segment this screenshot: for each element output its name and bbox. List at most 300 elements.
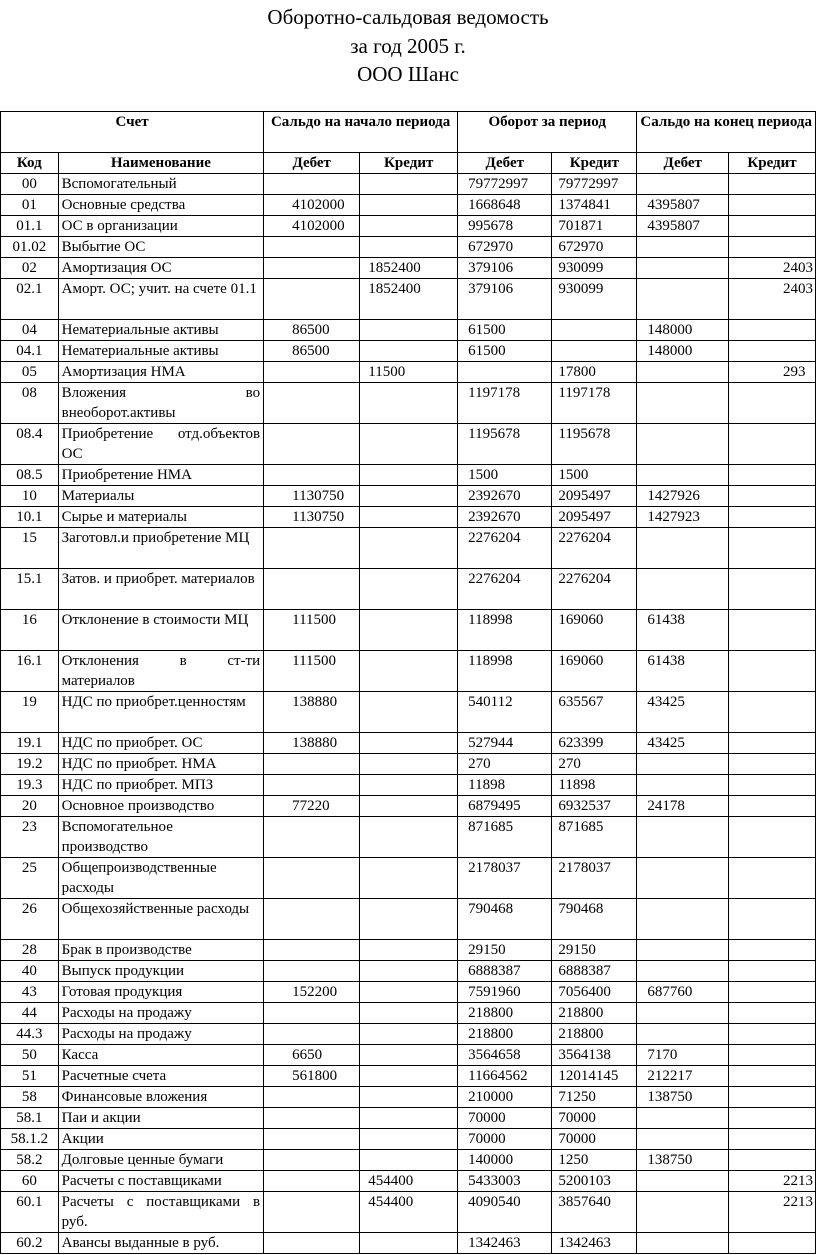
table-row — [1, 1003, 816, 1024]
cell-opening-credit — [360, 341, 458, 362]
table-row — [1, 362, 816, 383]
cell-turnover-credit — [552, 320, 637, 341]
cell-closing-debit — [637, 237, 729, 258]
cell-code: 40 — [1, 961, 59, 982]
header-opening-balance: Сальдо на начало периода — [264, 112, 458, 153]
cell-closing-credit — [729, 1150, 816, 1171]
cell-opening-debit — [264, 1129, 360, 1150]
cell-turnover-debit: 672970 — [458, 237, 552, 258]
cell-closing-debit: 148000 — [637, 341, 729, 362]
cell-closing-credit — [729, 1045, 816, 1066]
cell-opening-debit — [264, 1108, 360, 1129]
cell-turnover-debit: 2276204 — [458, 528, 552, 569]
cell-closing-credit — [729, 424, 816, 465]
cell-turnover-credit: 1197178 — [552, 383, 637, 424]
table-row — [1, 465, 816, 486]
cell-closing-credit — [729, 528, 816, 569]
cell-closing-credit — [729, 1003, 816, 1024]
table-row — [1, 1150, 816, 1171]
cell-opening-debit — [264, 1150, 360, 1171]
table-row — [1, 733, 816, 754]
cell-opening-credit — [360, 651, 458, 692]
cell-closing-debit — [637, 569, 729, 610]
cell-turnover-debit: 1195678 — [458, 424, 552, 465]
cell-closing-credit — [729, 817, 816, 858]
cell-closing-credit: 2403 — [729, 258, 816, 279]
cell-code: 04.1 — [1, 341, 59, 362]
cell-name: Расходы на продажу — [58, 1024, 264, 1045]
cell-turnover-credit: 790468 — [552, 899, 637, 940]
cell-turnover-debit: 540112 — [458, 692, 552, 733]
cell-opening-credit — [360, 961, 458, 982]
table-row — [1, 610, 816, 651]
cell-turnover-credit: 701871 — [552, 216, 637, 237]
cell-name: Брак в производстве — [58, 940, 264, 961]
cell-closing-debit — [637, 174, 729, 195]
cell-closing-debit: 687760 — [637, 982, 729, 1003]
table-row — [1, 692, 816, 733]
cell-opening-debit: 6650 — [264, 1045, 360, 1066]
cell-closing-credit — [729, 486, 816, 507]
cell-code: 50 — [1, 1045, 59, 1066]
cell-name: ОС в организации — [58, 216, 264, 237]
report-title: Оборотно-сальдовая ведомость — [267, 5, 549, 29]
cell-closing-debit — [637, 1233, 729, 1254]
cell-closing-credit — [729, 341, 816, 362]
cell-turnover-debit: 6879495 — [458, 796, 552, 817]
cell-turnover-credit: 635567 — [552, 692, 637, 733]
cell-opening-debit — [264, 528, 360, 569]
cell-turnover-debit: 1500 — [458, 465, 552, 486]
cell-opening-debit — [264, 383, 360, 424]
cell-turnover-credit: 29150 — [552, 940, 637, 961]
cell-name: Паи и акции — [58, 1108, 264, 1129]
cell-closing-debit — [637, 258, 729, 279]
cell-opening-credit — [360, 692, 458, 733]
cell-turnover-credit — [552, 341, 637, 362]
cell-turnover-debit: 210000 — [458, 1087, 552, 1108]
cell-code: 43 — [1, 982, 59, 1003]
cell-turnover-credit: 930099 — [552, 279, 637, 320]
cell-turnover-credit: 218800 — [552, 1024, 637, 1045]
cell-turnover-credit: 1250 — [552, 1150, 637, 1171]
table-row — [1, 1233, 816, 1254]
cell-turnover-credit: 2276204 — [552, 569, 637, 610]
cell-opening-debit: 4102000 — [264, 195, 360, 216]
cell-code: 02 — [1, 258, 59, 279]
cell-closing-credit — [729, 1087, 816, 1108]
cell-closing-debit — [637, 1024, 729, 1045]
cell-code: 20 — [1, 796, 59, 817]
report-period: за год 2005 г. — [350, 34, 466, 58]
cell-name: Общехозяйственные расходы — [58, 899, 264, 940]
cell-turnover-debit: 29150 — [458, 940, 552, 961]
cell-turnover-credit: 2095497 — [552, 507, 637, 528]
cell-name: Расчеты с поставщиками — [58, 1171, 264, 1192]
cell-code: 44.3 — [1, 1024, 59, 1045]
cell-closing-credit — [729, 1108, 816, 1129]
cell-name: Приобретение отд.объектов ОС — [58, 424, 264, 465]
cell-closing-credit — [729, 982, 816, 1003]
table-row — [1, 982, 816, 1003]
cell-turnover-credit: 2095497 — [552, 486, 637, 507]
cell-closing-credit — [729, 320, 816, 341]
cell-turnover-debit: 7591960 — [458, 982, 552, 1003]
cell-opening-debit — [264, 424, 360, 465]
table-row — [1, 1066, 816, 1087]
cell-turnover-debit: 1197178 — [458, 383, 552, 424]
cell-turnover-credit: 672970 — [552, 237, 637, 258]
cell-turnover-credit: 70000 — [552, 1108, 637, 1129]
cell-code: 58.1.2 — [1, 1129, 59, 1150]
cell-opening-debit — [264, 775, 360, 796]
cell-opening-credit — [360, 237, 458, 258]
table-row — [1, 237, 816, 258]
cell-closing-credit — [729, 383, 816, 424]
cell-closing-credit: 2213 — [729, 1192, 816, 1233]
cell-name: Авансы выданные в руб. — [58, 1233, 264, 1254]
cell-code: 60.2 — [1, 1233, 59, 1254]
cell-code: 16 — [1, 610, 59, 651]
cell-opening-debit — [264, 754, 360, 775]
cell-opening-credit: 454400 — [360, 1192, 458, 1233]
header-account: Счет — [1, 112, 264, 153]
table-row — [1, 796, 816, 817]
cell-turnover-credit: 270 — [552, 754, 637, 775]
cell-opening-credit — [360, 424, 458, 465]
cell-code: 58.2 — [1, 1150, 59, 1171]
cell-turnover-debit: 1668648 — [458, 195, 552, 216]
cell-closing-debit: 61438 — [637, 651, 729, 692]
cell-name: НДС по приобрет. ОС — [58, 733, 264, 754]
cell-code: 28 — [1, 940, 59, 961]
cell-turnover-debit: 2276204 — [458, 569, 552, 610]
table-row — [1, 528, 816, 569]
cell-name: Расчетные счета — [58, 1066, 264, 1087]
table-row — [1, 899, 816, 940]
table-row — [1, 775, 816, 796]
cell-turnover-debit: 218800 — [458, 1003, 552, 1024]
cell-opening-debit: 1130750 — [264, 486, 360, 507]
company-name: ООО Шанс — [357, 62, 459, 86]
cell-turnover-credit: 871685 — [552, 817, 637, 858]
subheader-opening-debit: Дебет — [264, 153, 360, 174]
cell-name: НДС по приобрет.ценностям — [58, 692, 264, 733]
cell-turnover-debit: 2392670 — [458, 486, 552, 507]
cell-opening-credit — [360, 982, 458, 1003]
cell-name: Готовая продукция — [58, 982, 264, 1003]
cell-name: НДС по приобрет. МПЗ — [58, 775, 264, 796]
cell-closing-debit: 43425 — [637, 692, 729, 733]
cell-opening-debit — [264, 174, 360, 195]
cell-opening-debit — [264, 258, 360, 279]
cell-turnover-debit: 379106 — [458, 279, 552, 320]
cell-code: 19.2 — [1, 754, 59, 775]
cell-closing-credit — [729, 195, 816, 216]
cell-name: Выбытие ОС — [58, 237, 264, 258]
cell-opening-credit — [360, 733, 458, 754]
cell-opening-debit — [264, 1233, 360, 1254]
cell-code: 58 — [1, 1087, 59, 1108]
table-row — [1, 216, 816, 237]
cell-code: 44 — [1, 1003, 59, 1024]
cell-opening-credit: 11500 — [360, 362, 458, 383]
cell-code: 60.1 — [1, 1192, 59, 1233]
subheader-opening-credit: Кредит — [360, 153, 458, 174]
cell-closing-debit: 4395807 — [637, 195, 729, 216]
cell-opening-credit — [360, 1003, 458, 1024]
cell-turnover-debit: 2178037 — [458, 858, 552, 899]
cell-closing-debit: 61438 — [637, 610, 729, 651]
cell-closing-debit: 1427923 — [637, 507, 729, 528]
cell-turnover-credit: 6932537 — [552, 796, 637, 817]
cell-closing-credit — [729, 858, 816, 899]
cell-name: Сырье и материалы — [58, 507, 264, 528]
cell-turnover-debit: 140000 — [458, 1150, 552, 1171]
cell-opening-debit — [264, 465, 360, 486]
cell-turnover-debit: 70000 — [458, 1108, 552, 1129]
cell-name: Расходы на продажу — [58, 1003, 264, 1024]
cell-code: 01.02 — [1, 237, 59, 258]
cell-closing-debit — [637, 754, 729, 775]
cell-opening-credit — [360, 899, 458, 940]
cell-name: Нематериальные активы — [58, 320, 264, 341]
cell-closing-debit — [637, 817, 729, 858]
cell-opening-debit — [264, 1024, 360, 1045]
cell-name: Затов. и приобрет. материалов — [58, 569, 264, 610]
cell-closing-debit — [637, 279, 729, 320]
cell-turnover-credit: 6888387 — [552, 961, 637, 982]
cell-opening-debit — [264, 899, 360, 940]
table-row — [1, 507, 816, 528]
table-row — [1, 383, 816, 424]
cell-name: Расчеты с поставщиками в руб. — [58, 1192, 264, 1233]
cell-name: Вложения во внеоборот.активы — [58, 383, 264, 424]
cell-code: 00 — [1, 174, 59, 195]
cell-closing-credit — [729, 775, 816, 796]
cell-closing-debit: 212217 — [637, 1066, 729, 1087]
cell-name: Вспомогательное производство — [58, 817, 264, 858]
cell-turnover-credit: 5200103 — [552, 1171, 637, 1192]
turnover-balance-table — [0, 111, 816, 1254]
cell-closing-credit — [729, 174, 816, 195]
table-row — [1, 1171, 816, 1192]
cell-opening-debit — [264, 362, 360, 383]
cell-turnover-debit: 527944 — [458, 733, 552, 754]
table-row — [1, 195, 816, 216]
cell-opening-debit: 152200 — [264, 982, 360, 1003]
cell-name: Заготовл.и приобретение МЦ — [58, 528, 264, 569]
cell-closing-credit — [729, 1129, 816, 1150]
cell-name: Аморт. ОС; учит. на счете 01.1 — [58, 279, 264, 320]
cell-opening-credit — [360, 1129, 458, 1150]
cell-closing-credit — [729, 940, 816, 961]
cell-turnover-debit: 1342463 — [458, 1233, 552, 1254]
cell-opening-debit — [264, 279, 360, 320]
cell-turnover-credit: 1342463 — [552, 1233, 637, 1254]
cell-turnover-credit: 1500 — [552, 465, 637, 486]
cell-name: Амортизация ОС — [58, 258, 264, 279]
cell-turnover-credit: 930099 — [552, 258, 637, 279]
cell-name: Акции — [58, 1129, 264, 1150]
cell-turnover-debit: 379106 — [458, 258, 552, 279]
cell-turnover-debit: 70000 — [458, 1129, 552, 1150]
cell-opening-credit — [360, 507, 458, 528]
cell-turnover-debit: 118998 — [458, 610, 552, 651]
table-row — [1, 279, 816, 320]
cell-opening-debit: 1130750 — [264, 507, 360, 528]
cell-closing-debit: 43425 — [637, 733, 729, 754]
cell-closing-debit — [637, 424, 729, 465]
cell-opening-credit — [360, 610, 458, 651]
cell-closing-credit: 2403 — [729, 279, 816, 320]
subheader-turnover-debit: Дебет — [458, 153, 552, 174]
cell-opening-debit — [264, 569, 360, 610]
cell-turnover-debit: 61500 — [458, 341, 552, 362]
cell-name: Амортизация НМА — [58, 362, 264, 383]
table-row — [1, 1192, 816, 1233]
cell-closing-debit — [637, 1003, 729, 1024]
cell-code: 08 — [1, 383, 59, 424]
cell-opening-debit: 138880 — [264, 692, 360, 733]
cell-name: Долговые ценные бумаги — [58, 1150, 264, 1171]
cell-code: 01 — [1, 195, 59, 216]
cell-opening-credit — [360, 383, 458, 424]
cell-turnover-debit: 995678 — [458, 216, 552, 237]
cell-opening-credit — [360, 858, 458, 899]
cell-name: Вспомогательный — [58, 174, 264, 195]
cell-turnover-credit: 2178037 — [552, 858, 637, 899]
cell-turnover-debit: 270 — [458, 754, 552, 775]
cell-closing-debit: 138750 — [637, 1150, 729, 1171]
cell-closing-debit — [637, 775, 729, 796]
cell-closing-credit — [729, 1024, 816, 1045]
cell-closing-debit — [637, 961, 729, 982]
cell-closing-credit — [729, 216, 816, 237]
cell-turnover-credit: 12014145 — [552, 1066, 637, 1087]
cell-turnover-credit: 11898 — [552, 775, 637, 796]
cell-turnover-debit: 871685 — [458, 817, 552, 858]
cell-code: 60 — [1, 1171, 59, 1192]
cell-opening-credit — [360, 1045, 458, 1066]
cell-turnover-credit: 7056400 — [552, 982, 637, 1003]
cell-opening-debit — [264, 961, 360, 982]
cell-closing-credit — [729, 237, 816, 258]
cell-closing-credit — [729, 733, 816, 754]
cell-turnover-debit: 11898 — [458, 775, 552, 796]
cell-opening-credit — [360, 320, 458, 341]
cell-turnover-debit: 4090540 — [458, 1192, 552, 1233]
cell-opening-debit: 111500 — [264, 610, 360, 651]
table-row — [1, 1045, 816, 1066]
cell-closing-credit — [729, 899, 816, 940]
subheader-name: Наименование — [58, 153, 264, 174]
cell-code: 19.3 — [1, 775, 59, 796]
cell-closing-debit: 148000 — [637, 320, 729, 341]
cell-turnover-debit: 6888387 — [458, 961, 552, 982]
cell-closing-debit: 4395807 — [637, 216, 729, 237]
cell-closing-debit — [637, 1129, 729, 1150]
table-row — [1, 754, 816, 775]
cell-turnover-debit: 5433003 — [458, 1171, 552, 1192]
cell-opening-credit: 454400 — [360, 1171, 458, 1192]
cell-opening-credit — [360, 1150, 458, 1171]
subheader-code: Код — [1, 153, 59, 174]
cell-opening-credit — [360, 817, 458, 858]
table-body — [1, 174, 816, 1254]
cell-opening-debit — [264, 940, 360, 961]
cell-opening-credit — [360, 569, 458, 610]
cell-code: 23 — [1, 817, 59, 858]
cell-closing-debit — [637, 528, 729, 569]
cell-closing-debit — [637, 858, 729, 899]
cell-closing-credit — [729, 651, 816, 692]
cell-closing-credit — [729, 507, 816, 528]
cell-opening-debit — [264, 858, 360, 899]
cell-code: 26 — [1, 899, 59, 940]
cell-closing-credit — [729, 754, 816, 775]
cell-code: 02.1 — [1, 279, 59, 320]
cell-closing-credit — [729, 1066, 816, 1087]
table-row — [1, 569, 816, 610]
cell-turnover-debit: 3564658 — [458, 1045, 552, 1066]
cell-turnover-credit: 169060 — [552, 651, 637, 692]
cell-opening-credit — [360, 1108, 458, 1129]
cell-name: Выпуск продукции — [58, 961, 264, 982]
cell-name: Отклонения в ст-ти материалов — [58, 651, 264, 692]
cell-code: 15.1 — [1, 569, 59, 610]
cell-closing-credit — [729, 796, 816, 817]
cell-closing-debit: 7170 — [637, 1045, 729, 1066]
cell-name: Материалы — [58, 486, 264, 507]
cell-code: 51 — [1, 1066, 59, 1087]
table-row — [1, 258, 816, 279]
cell-closing-debit — [637, 1108, 729, 1129]
cell-closing-credit — [729, 569, 816, 610]
cell-name: Финансовые вложения — [58, 1087, 264, 1108]
cell-turnover-debit: 118998 — [458, 651, 552, 692]
cell-turnover-credit: 71250 — [552, 1087, 637, 1108]
cell-closing-debit — [637, 940, 729, 961]
cell-code: 19 — [1, 692, 59, 733]
table-row — [1, 817, 816, 858]
cell-opening-credit — [360, 465, 458, 486]
table-row — [1, 320, 816, 341]
cell-code: 58.1 — [1, 1108, 59, 1129]
table-row — [1, 486, 816, 507]
cell-opening-credit — [360, 1233, 458, 1254]
cell-closing-debit — [637, 362, 729, 383]
cell-turnover-credit: 17800 — [552, 362, 637, 383]
cell-opening-debit — [264, 1087, 360, 1108]
cell-name: Общепроизводственные расходы — [58, 858, 264, 899]
table-row — [1, 858, 816, 899]
table-row — [1, 1129, 816, 1150]
cell-turnover-debit: 61500 — [458, 320, 552, 341]
cell-closing-credit: 2213 — [729, 1171, 816, 1192]
cell-opening-credit — [360, 1024, 458, 1045]
cell-turnover-credit: 218800 — [552, 1003, 637, 1024]
cell-opening-credit — [360, 940, 458, 961]
cell-opening-debit: 561800 — [264, 1066, 360, 1087]
cell-turnover-debit: 218800 — [458, 1024, 552, 1045]
cell-opening-debit: 86500 — [264, 341, 360, 362]
cell-opening-credit: 1852400 — [360, 258, 458, 279]
cell-turnover-credit: 79772997 — [552, 174, 637, 195]
cell-turnover-debit: 79772997 — [458, 174, 552, 195]
cell-turnover-credit: 1195678 — [552, 424, 637, 465]
cell-code: 15 — [1, 528, 59, 569]
